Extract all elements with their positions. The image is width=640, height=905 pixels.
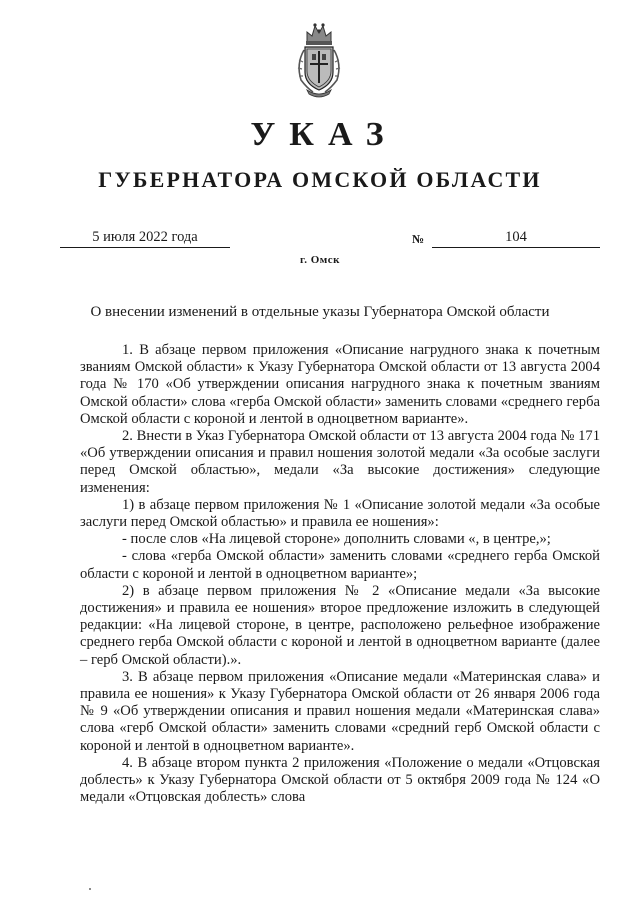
decree-subtitle: ГУБЕРНАТОРА ОМСКОЙ ОБЛАСТИ: [98, 167, 542, 192]
omsk-coat-of-arms-icon: [293, 20, 345, 98]
subparagraph-2-1: 1) в абзаце первом приложения № 1 «Описание золотой медали «За особые заслуги перед Омской областью» и правила ее ношения»:: [80, 496, 600, 531]
paragraph-item-2: 2. Внести в Указ Губернатора Омской области от 13 августа 2004 года № 171 «Об утверждении описания и правил ношения золотой медали «За особые заслуги перед Омской областью», медали «За высокие достижения» следующие изменения:: [80, 428, 600, 496]
decree-title: УКАЗ: [250, 116, 398, 153]
decree-date: 5 июля 2022 года: [60, 229, 230, 248]
paragraph-item-4: 4. В абзаце втором пункта 2 приложения «Положение о медали «Отцовская доблесть» к Указу Губернатора Омской области от 5 октября 2009 года № 124 «О медали «Отцовская доблесть» слова: [80, 754, 600, 806]
city-label: г. Омск: [299, 254, 341, 266]
document-heading: О внесении изменений в отдельные указы Губернатора Омской области: [90, 304, 550, 320]
document-body: [80, 342, 600, 806]
dash-item-1: - после слов «На лицевой стороне» дополнить словами «, в центре,»;: [122, 531, 551, 548]
number-sign: №: [412, 232, 425, 246]
decree-number: 104: [432, 229, 600, 248]
subparagraph-2-2: 2) в абзаце первом приложения № 2 «Описание медали «За высокие достижения» и правила ее ношения» второе предложение изложить в следующей редакции: «На лицевой стороне, в центре, расположено рельефное изображение среднего герба Омской области с короной и лентой в одноцветном варианте (далее – герб Омской области).».: [80, 582, 600, 668]
scan-speck: [89, 888, 91, 890]
paragraph-item-3: 3. В абзаце первом приложения «Описание медали «Материнская слава» и правила ее ношения» к Указу Губернатора Омской области от 26 января 2006 года № 9 «Об утверждении описания и правил ношения медали «Материнская слава» слова «герб Омской области» заменить словами «средний герб Омской области с короной и лентой в одноцветном варианте».: [80, 668, 600, 754]
dash-item-2: - слова «герба Омской области» заменить словами «среднего герба Омской области с короной и лентой в одноцветном варианте»;: [80, 548, 600, 582]
paragraph-item-1: 1. В абзаце первом приложения «Описание нагрудного знака к почетным званиям Омской области» к Указу Губернатора Омской области от 13 августа 2004 года № 170 «Об утверждении описания нагрудного знака к почетным званиям Омской области» слова «герба Омской области» заменить словами «среднего герба Омской области с короной и лентой в одноцветном варианте».: [80, 342, 600, 427]
